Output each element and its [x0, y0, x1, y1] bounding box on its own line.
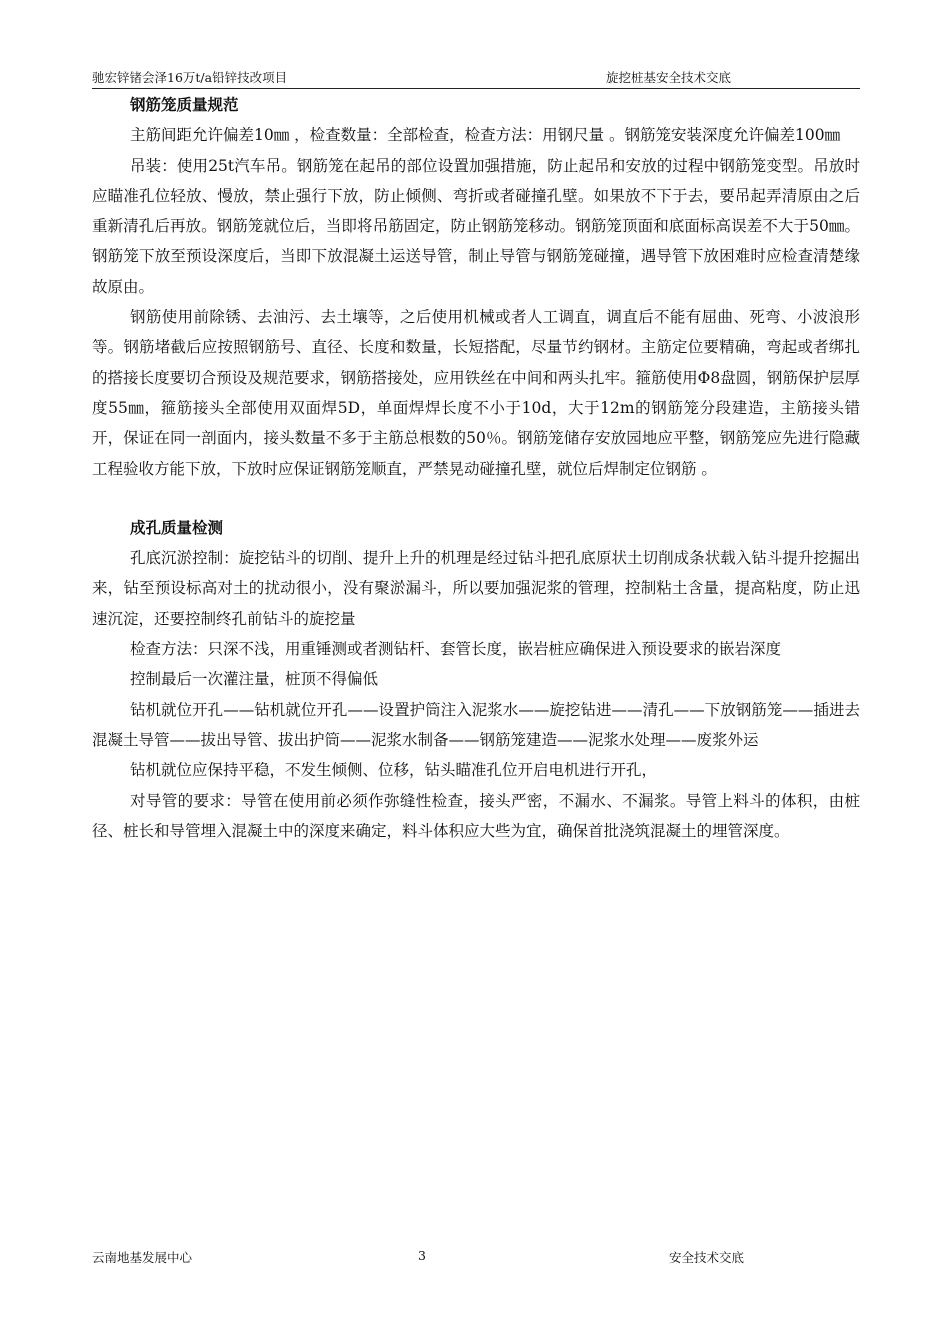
- paragraph: 钻机就位开孔——钻机就位开孔——设置护筒注入泥浆水——旋挖钻进——清孔——下放钢筋笼——插进去混凝土导管——拔出导管、拔出护筒——泥浆水制备——钢筋笼建造——泥浆水处理——废浆外运: [92, 700, 860, 749]
- header-document-title: 旋挖桩基安全技术交底: [606, 70, 732, 85]
- paragraph: 孔底沉淤控制：旋挖钻斗的切削、提升上升的机理是经过钻斗把孔底原状土切削成条状载入钻斗提升挖掘出来，钻至预设标高对土的扰动很小，没有聚淤漏斗，所以要加强泥浆的管理，控制粘土含量，提高粘度，防止迅速沉淀，还要控制终孔前钻斗的旋挖量: [92, 549, 860, 628]
- page-footer: [92, 1248, 860, 1268]
- paragraph: 检查方法：只深不浅，用重锤测或者测钻杆、套管长度，嵌岩桩应确保进入预设要求的嵌岩深度: [129, 640, 781, 659]
- document-body: [92, 90, 860, 846]
- section-title-hole-quality: 成孔质量检测: [130, 517, 224, 537]
- footer-document-type: 安全技术交底: [669, 1250, 745, 1265]
- page-number: 3: [418, 1248, 426, 1263]
- page-header: [92, 68, 860, 89]
- section-spacer: [92, 484, 860, 513]
- header-project-name: 驰宏锌锗会泽16万t/a铅锌技改项目: [92, 70, 288, 85]
- paragraph: 吊装：使用25t汽车吊。钢筋笼在起吊的部位设置加强措施，防止起吊和安放的过程中钢筋笼变型。吊放时应瞄准孔位轻放、慢放，禁止强行下放，防止倾侧、弯折或者碰撞孔壁。如果放不下于去，要吊起弄清原由之后重新清孔后再放。钢筋笼就位后，当即将吊筋固定，防止钢筋笼移动。钢筋笼顶面和底面标高误差不大于50㎜。钢筋笼下放至预设深度后，当即下放混凝土运送导管，制止导管与钢筋笼碰撞，遇导管下放困难时应检查清楚缘故原由。: [92, 156, 860, 296]
- footer-organization: 云南地基发展中心: [92, 1250, 193, 1265]
- paragraph: 对导管的要求：导管在使用前必须作弥缝性检查，接头严密，不漏水、不漏浆。导管上料斗的体积，由桩径、桩长和导管埋入混凝土中的深度来确定，料斗体积应大些为宜，确保首批浇筑混凝土的埋管深度。: [92, 791, 860, 840]
- paragraph: 控制最后一次灌注量，桩顶不得偏低: [129, 670, 378, 689]
- paragraph: 钻机就位应保持平稳，不发生倾侧、位移，钻头瞄准孔位开启电机进行开孔，: [129, 761, 657, 780]
- section-title-rebar-cage: 钢筋笼质量规范: [130, 95, 239, 114]
- paragraph: 主筋间距允许偏差10㎜ ，检查数量：全部检查，检查方法：用钢尺量 。钢筋笼安装深度允许偏差100㎜: [129, 126, 841, 145]
- paragraph: 钢筋使用前除锈、去油污、去土壤等，之后使用机械或者人工调直，调直后不能有屈曲、死弯、小波浪形等。钢筋堵截后应按照钢筋号、直径、长度和数量，长短搭配，尽量节约钢材。主筋定位要精确，弯起或者绑扎的搭接长度要切合预设及规范要求，钢筋搭接处，应用铁丝在中间和两头扎牢。箍筋使用Φ8盘圆，钢筋保护层厚度55㎜，箍筋接头全部使用双面焊5D，单面焊焊长度不小于10d，大于12m的钢筋笼分段建造，主筋接头错开，保证在同一剖面内，接头数量不多于主筋总根数的50％。钢筋笼储存安放园地应平整，钢筋笼应先进行隐藏工程验收方能下放，下放时应保证钢筋笼顺直，严禁晃动碰撞孔壁，就位后焊制定位钢筋 。: [92, 308, 860, 478]
